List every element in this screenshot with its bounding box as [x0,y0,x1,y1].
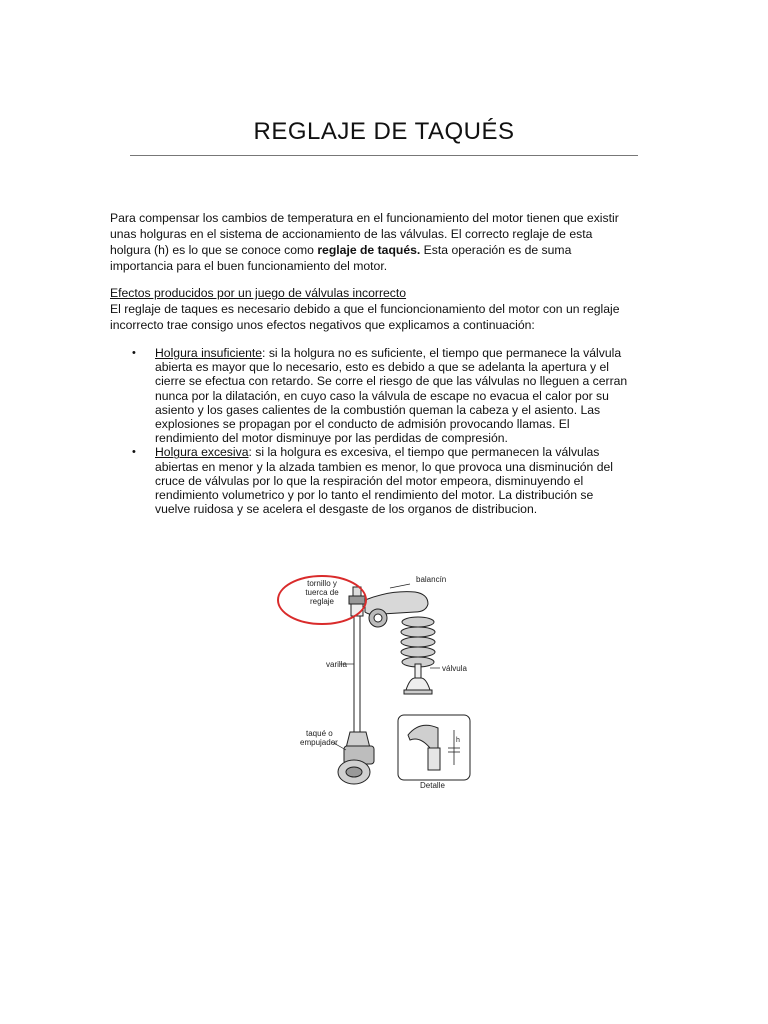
label-taque-1: taqué o [306,729,333,738]
effects-list [130,346,630,516]
title-divider [130,155,638,156]
intro-text-end: Esta operación es de suma importancia para el buen funcionamiento del motor. [110,243,572,273]
section-text: El reglaje de taques es necesario debido a que el funcioncionamiento del motor con un reglaje incorrecto trae consigo unos efectos negativos que explicamos a continuación: [110,302,620,332]
list-item [130,445,630,516]
bullet-text: : si la holgura no es suficiente, el tiempo que permanece la válvula abierta es mayor que lo necesario, esto es debido a que se adelanta la apertura y el cierre se efectua con retardo. Se corre el riesgo de que las válvulas no lleguen a cerran nunca por la dilatación, en cuyo caso la válvula de escape no evacua el calor por su asiento y los gases calientes de la combustión queman la cabeza y el asiento. Las explosiones se propagan por el conducto de admisión provocando llamas. El rendimiento del motor disminuye por las perdidas de compresión. [155,346,628,446]
label-balancin: balancín [416,575,447,584]
bullet-marker: • [132,446,136,459]
valve [404,664,432,694]
effects-section [110,285,630,333]
label-tornillo-2: tuerca de [305,588,339,597]
label-valvula: válvula [442,664,467,673]
intro-bold-term: reglaje de taqués. [317,243,421,257]
detail-box [398,715,470,780]
label-h: h [456,737,460,744]
intro-text-start: Para compensar los cambios de temperatura en el funcionamiento del motor tienen que existir unas holguras en el sistema de accionamiento de las válvulas. El correcto reglaje de esta holgura (h) es lo que se conoce como [110,211,619,257]
tappet [338,732,374,784]
push-rod [354,616,360,734]
valve-diagram-svg [270,560,490,800]
bullet-marker: • [132,347,136,359]
label-varilla: varilla [326,660,347,669]
valve-spring [401,617,435,667]
bullet-term: Holgura excesiva [155,445,249,460]
bullet-text: : si la holgura es excesiva, el tiempo que permanecen la válvulas abiertas en menor y la alzada tambien es menor, lo que provoca una disminución del cruce de válvulas por lo que la respiración del motor empeora, disminuyendo el rendimiento volumetrico y por lo tanto el rendimiento del motor. La distribución se vuelve ruidosa y se acelera el desgaste de los organos de distribucion. [155,445,613,517]
intro-paragraph [110,210,630,274]
list-item [130,346,630,445]
page-title: REGLAJE DE TAQUÉS [253,118,515,145]
label-tornillo-3: reglaje [309,597,335,606]
label-taque-2: empujador [300,738,338,747]
section-heading: Efectos producidos por un juego de válvulas incorrecto [110,286,407,300]
bullet-term: Holgura insuficiente [155,346,263,360]
label-tornillo-1: tornillo y [307,579,337,588]
valve-diagram [270,560,490,800]
label-detalle: Detalle [420,781,445,790]
